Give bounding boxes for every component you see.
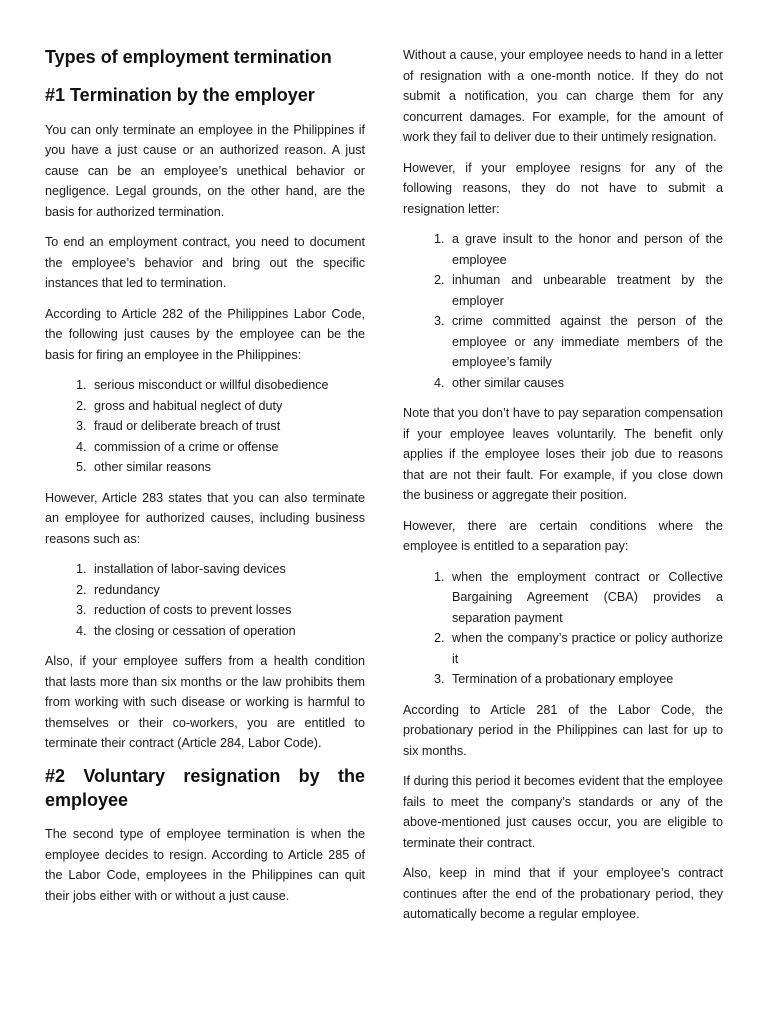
section-heading-voluntary-resignation: #2 Voluntary resignation by the employee [45, 765, 365, 810]
paragraph: Without a cause, your employee needs to hand in a letter of resignation with a one-month notice. If they do not submit a notification, you can charge them for any concurrent damages. For example, for the amount of work they fail to deliver due to their untimely resignation. [403, 48, 723, 144]
list-item: 5. other similar reasons [90, 457, 365, 478]
paragraph: You can only terminate an employee in the Philippines if you have a just cause or an authorized reason. A just cause can be an employee’s unethical behavior or negligence. Legal grounds, on the other hand, are the basis for authorized termination. [45, 122, 365, 219]
list-item: 1. a grave insult to the honor and person of the employee [448, 229, 723, 270]
list-item: 3. fraud or deliberate breach of trust [90, 416, 365, 437]
paragraph: According to Article 282 of the Philippines Labor Code, the following just causes by the employee can be the basis for firing an employee in the Philippines: [45, 306, 365, 362]
paragraph: The second type of employee termination is when the employee decides to resign. According to Article 285 of the Labor Code, employees in the Philippines can quit their jobs either with or without a just cause. [45, 827, 365, 903]
list-item: 1. serious misconduct or willful disobedience [90, 375, 365, 396]
list-item: 1. installation of labor-saving devices [90, 559, 365, 580]
authorized-causes-list [45, 559, 365, 641]
paragraph: However, there are certain conditions where the employee is entitled to a separation pay: [403, 518, 723, 553]
separation-conditions-list [403, 567, 723, 690]
list-item: 2. gross and habitual neglect of duty [90, 396, 365, 417]
left-column [45, 0, 365, 916]
list-item: 3. Termination of a probationary employee [448, 669, 723, 690]
list-item: 3. reduction of costs to prevent losses [90, 600, 365, 621]
list-item: 1. when the employment contract or Collective Bargaining Agreement (CBA) provides a separation payment [448, 567, 723, 629]
paragraph: Also, if your employee suffers from a health condition that lasts more than six months or the law prohibits them from working with such disease or working is harmful to themselves or their co-workers, you are entitled to terminate their contract (Article 284, Labor Code). [45, 654, 365, 751]
paragraph: According to Article 281 of the Labor Code, the probationary period in the Philippines can last for up to six months. [403, 702, 723, 758]
list-item: 2. when the company’s practice or policy authorize it [448, 628, 723, 669]
paragraph: However, if your employee resigns for any of the following reasons, they do not have to submit a resignation letter: [403, 160, 723, 216]
list-item: 4. the closing or cessation of operation [90, 621, 365, 642]
paragraph: Also, keep in mind that if your employee’s contract continues after the end of the probationary period, they automatically become a regular employee. [403, 866, 723, 921]
list-item: 4. commission of a crime or offense [90, 437, 365, 458]
document-title: Types of employment termination [45, 47, 332, 67]
list-item: 3. crime committed against the person of the employee or any immediate members of the employee’s family [448, 311, 723, 373]
paragraph: However, Article 283 states that you can also terminate an employee for authorized causes, including business reasons such as: [45, 490, 365, 546]
right-column [403, 0, 723, 935]
resignation-reasons-list [403, 229, 723, 393]
paragraph: If during this period it becomes evident that the employee fails to meet the company’s standards or any of the above-mentioned just causes occur, you are eligible to terminate their contract. [403, 774, 723, 850]
just-causes-list [45, 375, 365, 478]
list-item: 2. inhuman and unbearable treatment by the employer [448, 270, 723, 311]
list-item: 4. other similar causes [448, 373, 723, 394]
paragraph: To end an employment contract, you need to document the employee’s behavior and bring out the specific instances that led to termination. [45, 235, 365, 291]
list-item: 2. redundancy [90, 580, 365, 601]
paragraph: Note that you don’t have to pay separation compensation if your employee leaves voluntarily. The benefit only applies if the employee loses their job due to reasons that are not their fault. For example, if you close down the business or aggregate their position. [403, 406, 723, 502]
section-heading-employer-termination: #1 Termination by the employer [45, 85, 315, 106]
